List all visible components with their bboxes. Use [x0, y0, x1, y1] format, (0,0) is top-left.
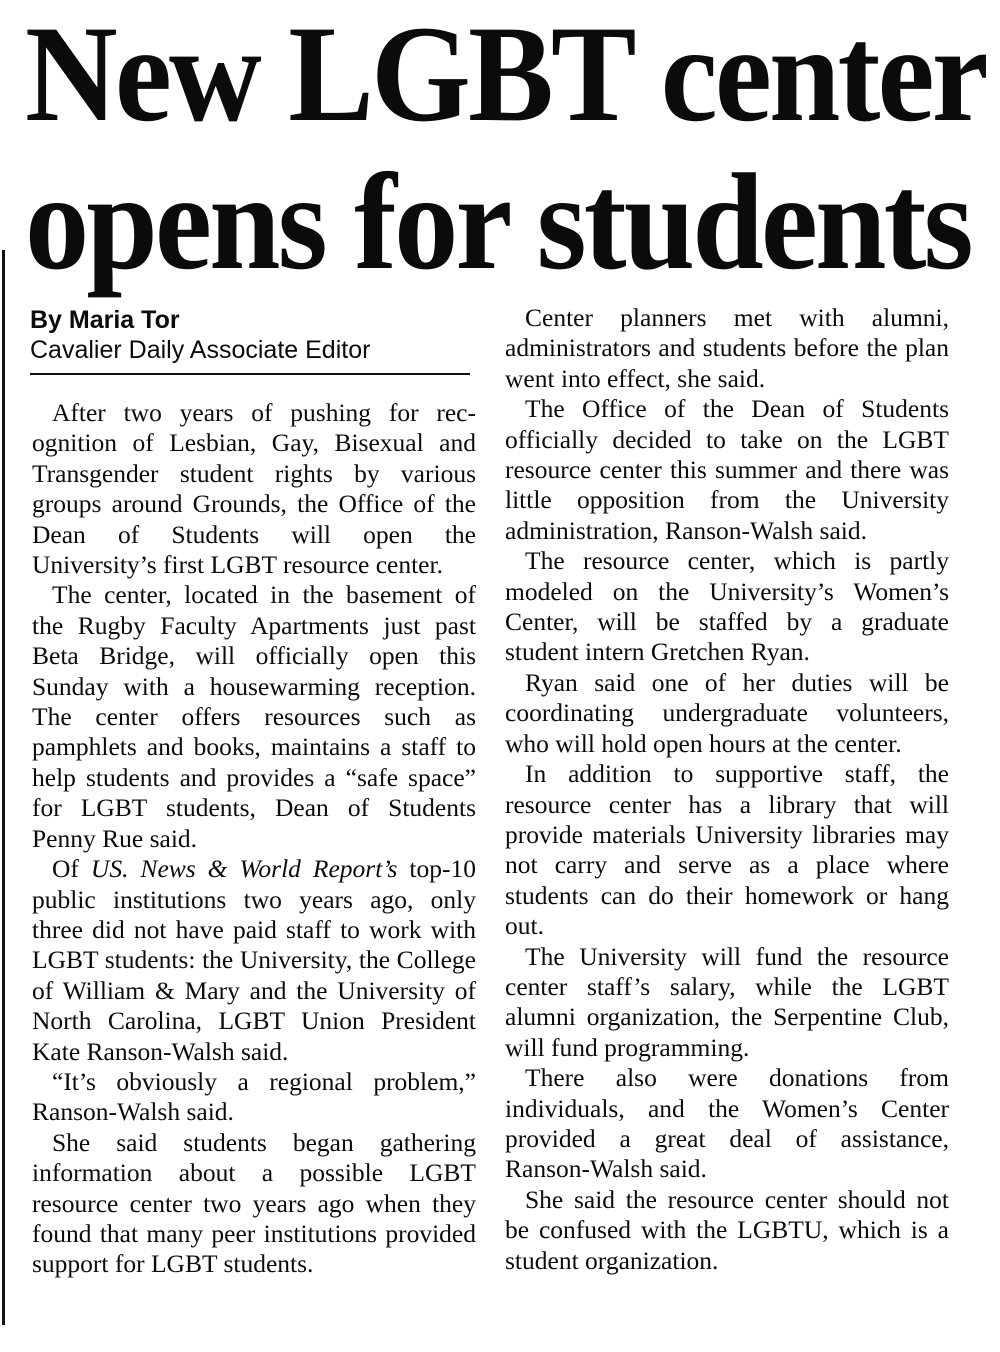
paragraph-prefix: Of — [52, 854, 91, 884]
headline — [25, 0, 986, 298]
paragraph: After two years of pushing for recognition of Lesbian, Gay, Bisexual and Transgender student rights by various groups around Grounds, the Office of the Dean of Students will open the University’s first LGBT resource center. — [32, 398, 476, 580]
paragraph: There also were donations from individuals, and the Women’s Center provided a great deal of assistance, Ranson-Walsh said. — [505, 1063, 949, 1184]
headline-line-1: New LGBT center — [25, 0, 986, 150]
paragraph: The Office of the Dean of Students officially decided to take on the LGBT resource center this summer and there was little opposition from the University administration, Ranson-Walsh said. — [505, 394, 949, 545]
paragraph: Center planners met with alumni, administrators and students before the plan went into effect, she said. — [505, 303, 949, 393]
byline — [30, 305, 470, 365]
byline-role: Cavalier Daily Associate Editor — [30, 336, 371, 364]
article-column-left — [32, 398, 476, 1280]
left-column-rule — [2, 250, 5, 1325]
headline-line-2: opens for students — [25, 145, 971, 298]
paragraph: She said the resource center should not be confused with the LGBTU, which is a student organization. — [505, 1184, 949, 1275]
publication-title: US. News & World Report’s — [90, 854, 398, 884]
article-column-right — [505, 303, 949, 1276]
paragraph-rest: top-10 public institutions two years ago, only three did not have paid staff to work with LGBT students: the University, the College of William & Mary and the University of North Carolina, LGBT Union President Kate Ranson-Walsh said. — [32, 854, 477, 1066]
paragraph: The resource center, which is partly modeled on the University’s Women’s Center, will be staffed by a graduate student intern Gretchen Ryan. — [505, 546, 949, 667]
byline-author: By Maria Tor — [30, 306, 180, 334]
paragraph: “It’s obviously a regional problem,” Ranson-Walsh said. — [32, 1066, 476, 1127]
paragraph: The University will fund the resource center staff’s salary, while the LGBT alumni organization, the Serpentine Club, will fund programming. — [505, 941, 949, 1062]
paragraph: She said students began gathering information about a possible LGBT resource center two years ago when they found that many peer institutions provided support for LGBT students. — [32, 1127, 476, 1279]
paragraph: The center, located in the basement of the Rugby Faculty Apartments just past Beta Bridge, will officially open this Sunday with a housewarming reception. The center offers resources such as pamphlets and books, maintains a staff to help students and provides a “safe space” for LGBT students, Dean of Students Penny Rue said. — [32, 580, 476, 853]
paragraph: Ryan said one of her duties will be coordinating undergraduate volunteers, who will hold open hours at the center. — [505, 667, 949, 758]
paragraph: In addition to supportive staff, the resource center has a library that will provide materials University libraries may not carry and serve as a place where students can do their homework or hang out. — [505, 759, 949, 941]
byline-divider — [30, 373, 470, 375]
paragraph — [32, 854, 476, 1067]
